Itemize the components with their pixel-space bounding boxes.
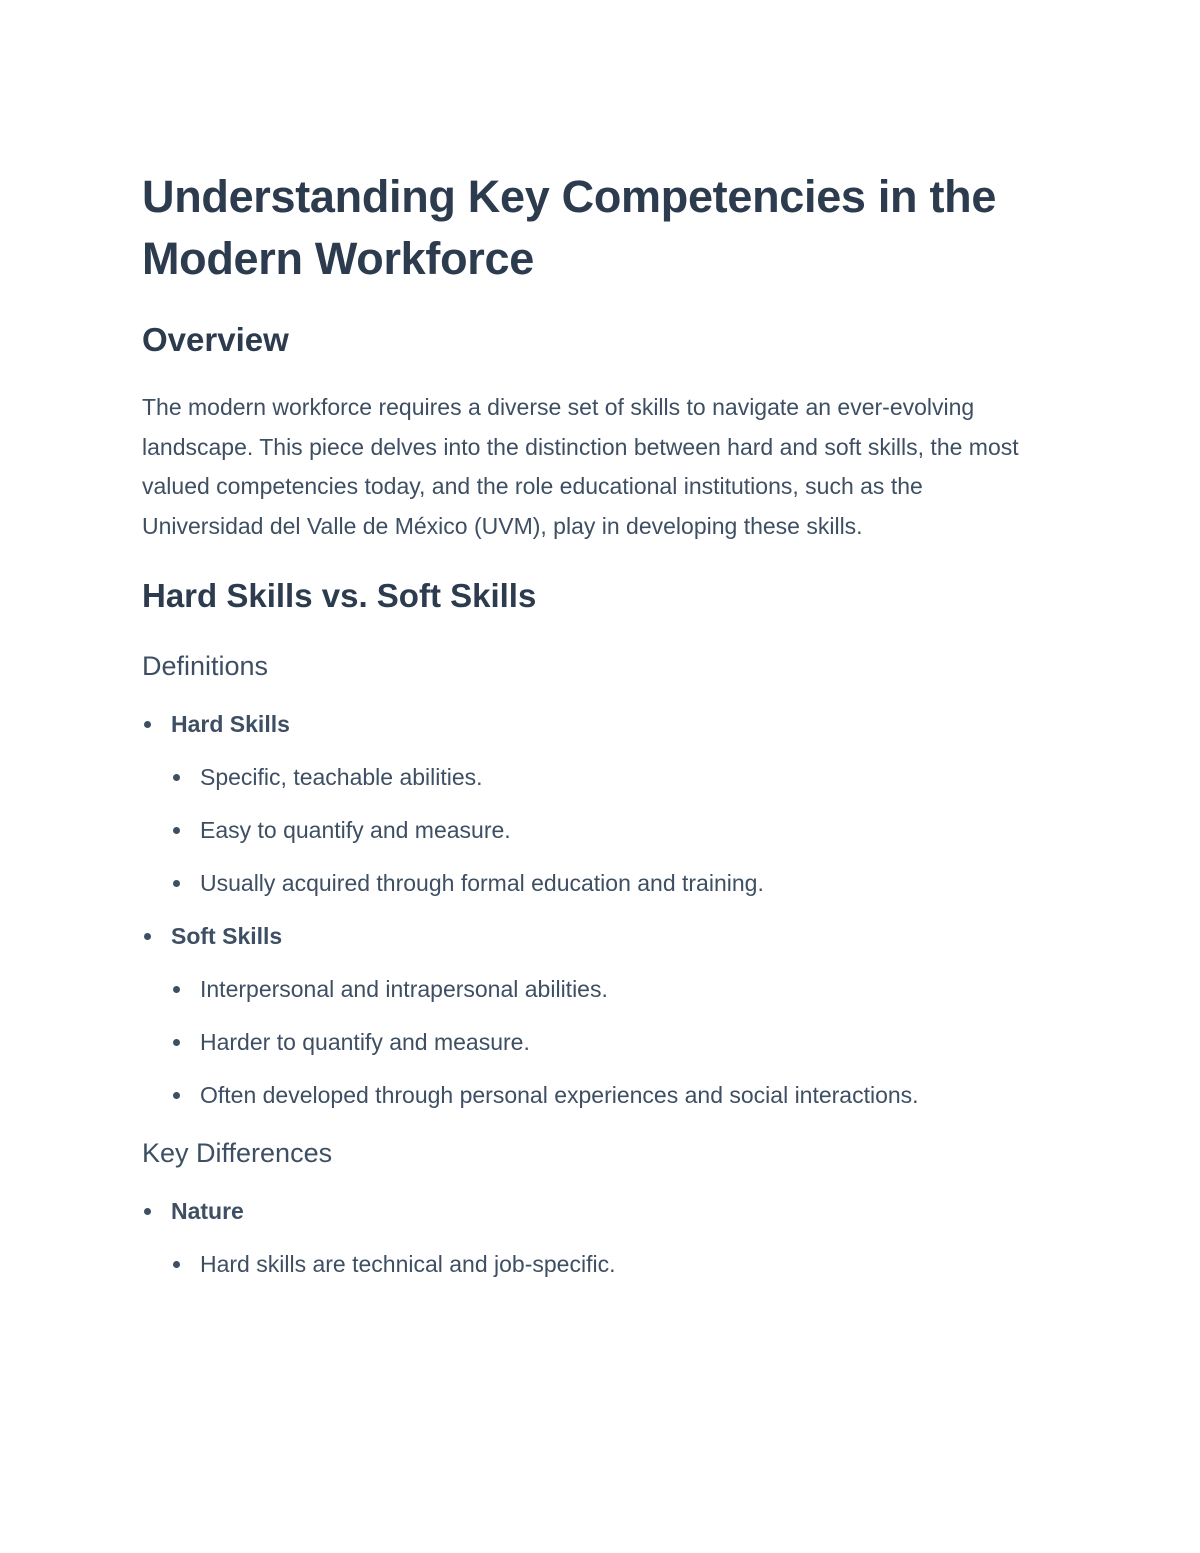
overview-paragraph: The modern workforce requires a diverse set of skills to navigate an ever-evolving landscape. This piece delves into the distinction between hard and soft skills, the most valued competencies today, and the role educational institutions, such as the Universidad del Valle de México (UVM), play in developing these skills. — [142, 394, 1019, 539]
list-item — [171, 969, 1042, 1009]
hard-vs-soft-heading: Hard Skills vs. Soft Skills — [142, 577, 537, 614]
bullet-icon — [144, 1208, 151, 1215]
bullet-icon — [173, 1092, 180, 1099]
bullet-icon — [173, 880, 180, 887]
bullet-icon — [173, 1261, 180, 1268]
list-item-text: Hard skills are technical and job-specific. — [200, 1251, 616, 1277]
list-item-text: Interpersonal and intrapersonal abilities. — [200, 976, 608, 1002]
list-item-text: Specific, teachable abilities. — [200, 764, 483, 790]
list-item-text: Usually acquired through formal education and training. — [200, 870, 764, 896]
list-item-nature — [142, 1191, 1042, 1284]
definitions-heading: Definitions — [142, 651, 269, 681]
list-item-soft-skills — [142, 916, 1042, 1115]
list-item — [171, 1244, 1042, 1284]
bullet-icon — [173, 986, 180, 993]
list-item-text: Easy to quantify and measure. — [200, 817, 511, 843]
bullet-icon — [144, 933, 151, 940]
key-differences-heading: Key Differences — [142, 1138, 333, 1168]
document-title: Understanding Key Competencies in the Modern Workforce — [142, 171, 997, 284]
list-item-text: Harder to quantify and measure. — [200, 1029, 530, 1055]
list-item — [171, 863, 1042, 903]
term-soft-skills: Soft Skills — [171, 923, 283, 949]
term-nature: Nature — [171, 1198, 244, 1224]
hard-skills-points — [171, 757, 1042, 903]
list-item — [171, 1075, 1042, 1115]
soft-skills-points — [171, 969, 1042, 1115]
list-item — [171, 1022, 1042, 1062]
term-hard-skills: Hard Skills — [171, 711, 290, 737]
bullet-icon — [144, 721, 151, 728]
list-item — [171, 810, 1042, 850]
definitions-list — [142, 704, 1042, 1115]
list-item-hard-skills — [142, 704, 1042, 903]
list-item-text: Often developed through personal experiences and social interactions. — [200, 1082, 919, 1108]
bullet-icon — [173, 774, 180, 781]
differences-list — [142, 1191, 1042, 1284]
bullet-icon — [173, 827, 180, 834]
bullet-icon — [173, 1039, 180, 1046]
nature-points — [171, 1244, 1042, 1284]
document-page — [142, 166, 1042, 1297]
list-item — [171, 757, 1042, 797]
overview-heading: Overview — [142, 321, 289, 358]
